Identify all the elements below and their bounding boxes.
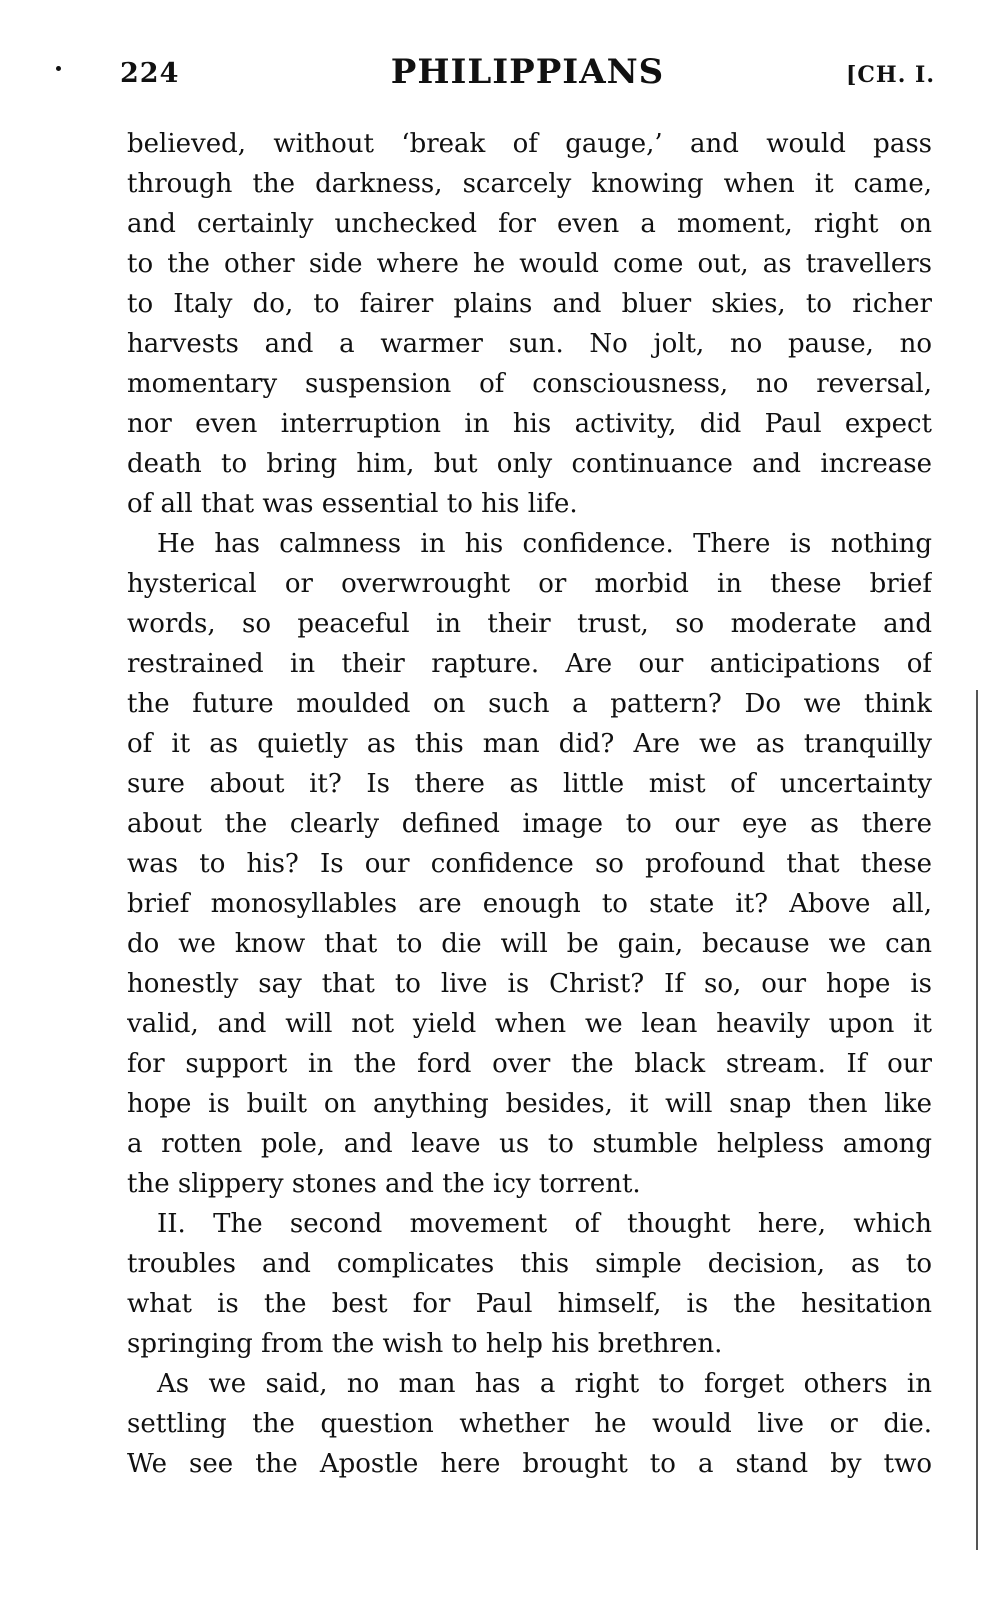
paragraph [127, 124, 932, 524]
text-line: sure about it? Is there as little mist of uncertainty [127, 769, 932, 799]
text-line: honestly say that to live is Christ? If so, our hope is [127, 969, 932, 999]
text-line: was to his? Is our confidence so profound that these [127, 849, 932, 879]
text-line: to the other side where he would come out, as travellers [127, 249, 932, 279]
page-edge-line [976, 690, 978, 1550]
page-number: 224 [120, 58, 180, 89]
text-line: death to bring him, but only continuance and increase [127, 449, 932, 479]
body-text [127, 124, 932, 1484]
paragraph [127, 1364, 932, 1484]
print-speck [56, 66, 61, 71]
text-line: As we said, no man has a right to forget others in [157, 1369, 932, 1399]
text-line: brief monosyllables are enough to state it? Above all, [127, 889, 932, 919]
text-line: what is the best for Paul himself, is the hesitation [127, 1289, 932, 1319]
text-line: harvests and a warmer sun. No jolt, no pause, no [127, 329, 932, 359]
text-line: troubles and complicates this simple decision, as to [127, 1249, 932, 1279]
text-line: through the darkness, scarcely knowing when it came, [127, 169, 932, 199]
text-line: the slippery stones and the icy torrent. [127, 1169, 641, 1199]
text-line: of it as quietly as this man did? Are we as tranquilly [127, 729, 932, 759]
text-line: restrained in their rapture. Are our anticipations of [127, 649, 932, 679]
text-line: He has calmness in his confidence. There is nothing [157, 529, 932, 559]
text-line: momentary suspension of consciousness, no reversal, [127, 369, 932, 399]
text-line: words, so peaceful in their trust, so moderate and [127, 609, 932, 639]
text-line: for support in the ford over the black stream. If our [127, 1049, 932, 1079]
text-line: valid, and will not yield when we lean heavily upon it [127, 1009, 932, 1039]
chapter-reference: [CH. I. [846, 62, 935, 88]
text-line: to Italy do, to fairer plains and bluer skies, to richer [127, 289, 932, 319]
text-line: a rotten pole, and leave us to stumble helpless among [127, 1129, 932, 1159]
book-title: PHILIPPIANS [390, 52, 665, 92]
text-line: We see the Apostle here brought to a stand by two [127, 1449, 932, 1479]
text-line: springing from the wish to help his brethren. [127, 1329, 723, 1359]
text-line: hope is built on anything besides, it will snap then like [127, 1089, 932, 1119]
text-line: II. The second movement of thought here, which [157, 1209, 932, 1239]
text-line: of all that was essential to his life. [127, 489, 578, 519]
running-head [120, 52, 935, 102]
text-line: nor even interruption in his activity, did Paul expect [127, 409, 932, 439]
text-line: about the clearly defined image to our eye as there [127, 809, 932, 839]
text-line: and certainly unchecked for even a moment, right on [127, 209, 932, 239]
paragraph [127, 1204, 932, 1364]
text-line: settling the question whether he would live or die. [127, 1409, 932, 1439]
text-line: the future moulded on such a pattern? Do we think [127, 689, 932, 719]
text-line: do we know that to die will be gain, because we can [127, 929, 932, 959]
text-line: believed, without ‘break of gauge,’ and would pass [127, 129, 932, 159]
text-line: hysterical or overwrought or morbid in these brief [127, 569, 932, 599]
paragraph [127, 524, 932, 1204]
